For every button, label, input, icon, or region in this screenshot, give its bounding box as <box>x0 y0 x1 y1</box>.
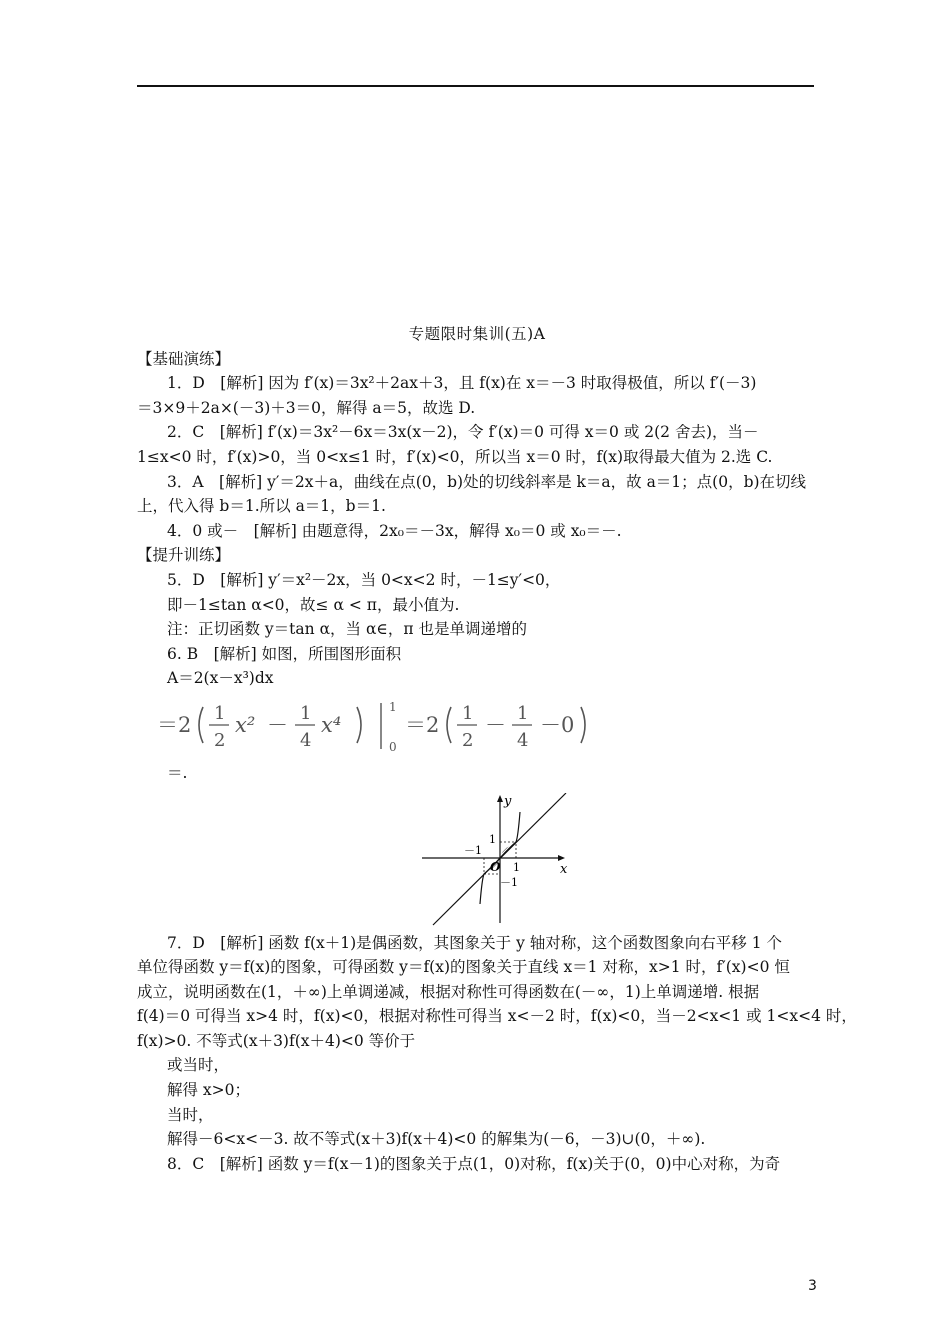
answer-2-line-1: 2．C [解析] f′(x)＝3x²－6x＝3x(x－2)，令 f′(x)＝0 可得 x＝0 或 2(2 舍去)，当－ <box>167 423 759 442</box>
answer-7-line-5: f(x)>0. 不等式(x＋3)f(x＋4)<0 等价于 <box>137 1031 416 1050</box>
answer-3-line-2: 上，代入得 b＝1.所以 a＝1，b＝1. <box>137 497 386 516</box>
formula-frac1-den: 2 <box>214 729 226 751</box>
answer-5-line-1: 5．D [解析] y′＝x²－2x，当 0<x<2 时，－1≤y′<0， <box>167 570 561 589</box>
answer-5-line-2: 即－1≤tan α<0，故≤ α < π，最小值为. <box>167 595 460 614</box>
answer-1-line-2: ＝3×9＋2a×(－3)＋3＝0，解得 a＝5，故选 D. <box>137 398 476 417</box>
tick-label-neg-y: －1 <box>500 875 518 889</box>
answer-4: 4．0 或－ [解析] 由题意得，2x₀＝－3x，解得 x₀＝0 或 x₀＝－. <box>167 521 622 540</box>
answer-5-note: 注：正切函数 y＝tan α，当 α∈，π 也是单调递增的 <box>167 620 528 639</box>
document-body <box>137 322 857 1176</box>
formula-term1: x² <box>235 712 256 737</box>
formula-frac3-den: 2 <box>462 729 474 751</box>
area-figure <box>137 786 817 931</box>
answer-7-line-8: 当时， <box>167 1105 214 1124</box>
answer-8-line-1: 8．C [解析] 函数 y＝f(x－1)的图象关于点(1，0)对称，f(x)关于(0，0)中心对称，为奇 <box>167 1154 781 1173</box>
answer-6-integral: A＝2(x－x³)dx <box>167 669 274 688</box>
answer-7-line-9: 解得－6<x<－3. 故不等式(x＋3)f(x＋4)<0 的解集为(－6，－3)∪(0，＋∞). <box>167 1130 706 1149</box>
formula-frac2-num: 1 <box>300 702 312 724</box>
answer-6-line-1: 6. B [解析] 如图，所围图形面积 <box>167 644 402 663</box>
formula-frac2-den: 4 <box>300 729 312 751</box>
formula-right: ＝2 <box>405 712 440 737</box>
x-axis-arrow-icon <box>558 855 565 861</box>
answer-7-line-6: 或当时， <box>167 1056 230 1075</box>
origin-label: O <box>490 859 501 874</box>
section-heading-basic: 【基础演练】 <box>137 349 231 368</box>
formula-tail: －0 <box>540 712 575 737</box>
formula-lower-limit: 0 <box>389 739 397 754</box>
answer-7-line-2: 单位得函数 y＝f(x)的图象，可得函数 y＝f(x)的图象关于直线 x＝1 对称，x>1 时，f′(x)<0 恒 <box>137 958 790 977</box>
tick-label-pos-y: 1 <box>489 832 496 846</box>
formula-minus-2: － <box>485 712 506 737</box>
answer-1-line-1: 1．D [解析] 因为 f′(x)＝3x²＋2ax＋3，且 f(x)在 x＝－3 时取得极值，所以 f′(－3) <box>167 374 757 393</box>
answer-7-line-4: f(4)＝0 可得当 x>4 时，f(x)<0，根据对称性可得当 x<－2 时，f(x)<0，当－2<x<1 或 1<x<4 时， <box>137 1007 857 1026</box>
page-number: 3 <box>808 1278 817 1294</box>
y-axis-arrow-icon <box>497 795 503 802</box>
section-heading-advanced: 【提升训练】 <box>137 546 231 565</box>
x-axis-label: x <box>560 861 568 877</box>
tick-label-pos-x: 1 <box>513 860 520 874</box>
formula-frac1-num: 1 <box>214 702 226 724</box>
formula-frac4-den: 4 <box>517 729 529 751</box>
formula-frac3-num: 1 <box>462 702 474 724</box>
formula-left: ＝2 <box>157 712 192 737</box>
formula-term2: x⁴ <box>321 712 342 737</box>
formula-upper-limit: 1 <box>389 699 397 714</box>
answer-7-line-1: 7．D [解析] 函数 f(x＋1)是偶函数，其图象关于 y 轴对称，这个函数图象向右平移 1 个 <box>167 933 782 952</box>
page-title: 专题限时集训(五)A <box>408 325 546 343</box>
formula-frac4-num: 1 <box>517 702 529 724</box>
answer-3-line-1: 3．A [解析] y′＝2x＋a，曲线在点(0，b)处的切线斜率是 k＝a，故 a＝1；点(0，b)在切线 <box>167 472 807 491</box>
answer-6-result: ＝. <box>167 763 188 782</box>
tick-label-neg-x: －1 <box>464 843 482 857</box>
answer-7-line-3: 成立，说明函数在(1，＋∞)上单调递减，根据对称性可得函数在(－∞，1)上单调递增. 根据 <box>137 982 760 1001</box>
answer-2-line-2: 1≤x<0 时，f′(x)>0，当 0<x≤1 时，f′(x)<0，所以当 x＝0 时，f(x)取得最大值为 2.选 C. <box>137 447 773 466</box>
y-axis-label: y <box>504 793 512 809</box>
answer-7-line-7: 解得 x>0； <box>167 1081 251 1100</box>
header-rule <box>137 85 814 87</box>
integral-evaluation-formula <box>137 691 817 761</box>
formula-minus: － <box>267 712 288 737</box>
